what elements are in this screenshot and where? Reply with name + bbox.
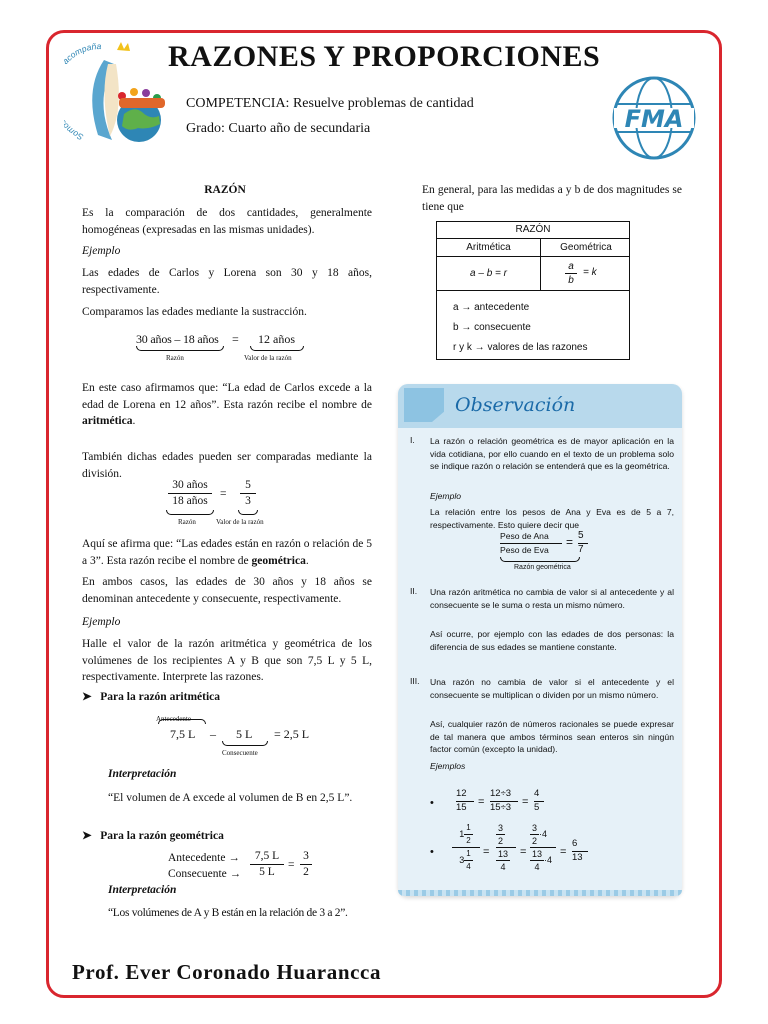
geom-equals: =	[288, 859, 295, 871]
geom-result-den: 2	[303, 866, 309, 878]
interp2-text: “Los volúmenes de A y B están en la relación de 3 a 2”.	[108, 907, 348, 919]
eq2-denominator: 18 años	[172, 495, 208, 507]
brace-antecedente	[158, 719, 206, 724]
eq2-result-den: 3	[245, 495, 251, 507]
ages-text: Las edades de Carlos y Lorena son 30 y 18 años, respectivamente.	[82, 267, 372, 296]
obs-i-equals: =	[566, 535, 574, 549]
competencia-line: COMPETENCIA: Resuelve problemas de cantidad	[186, 96, 474, 111]
obs-i-fraction	[500, 530, 562, 556]
geom-formula-fraction	[565, 260, 577, 287]
legend-valores: r y k → valores de las razones	[453, 342, 588, 353]
razon-table	[436, 221, 630, 360]
ex2-eq2: =	[520, 846, 527, 858]
arith-ante-label: Antecedente	[156, 715, 191, 723]
observacion-bottom-stripe	[398, 890, 682, 896]
obs-i-result	[578, 530, 588, 556]
division-text: También dichas edades pueden ser comparadas mediante la división.	[82, 451, 372, 480]
obs-iii-num: III.	[410, 676, 420, 686]
eq2-result	[240, 478, 256, 509]
arith-a: 7,5 L	[170, 727, 196, 741]
eq2-label-valor: Valor de la razón	[216, 518, 264, 526]
ex2-eq3: =	[560, 846, 567, 858]
geom-fraction	[250, 849, 284, 880]
eq1-left: 30 años – 18 años	[136, 332, 219, 346]
interp2-title: Interpretación	[108, 884, 177, 896]
arith-minus: –	[210, 727, 216, 741]
geom-title: ➤ Para la razón geométrica	[82, 830, 224, 842]
legend-antecedente: a → antecedente	[453, 302, 530, 313]
obs-i-example: La relación entre los pesos de Ana y Eva es de 5 a 7, respectivamente. Esto quiere decir que	[430, 507, 674, 530]
school-logo	[64, 40, 174, 150]
both-text: En ambos casos, las edades de 30 años y 18 años se denominan antecedente y consecuente, respectivamente.	[82, 576, 372, 605]
obs-i-ejemplo: Ejemplo	[430, 491, 462, 501]
bullet-1: •	[430, 797, 434, 809]
geom-formula-num: a	[565, 260, 577, 274]
observacion-tab-icon	[404, 388, 444, 422]
ejemplo-label-1: Ejemplo	[82, 245, 121, 257]
geom-num: 7,5 L	[250, 849, 284, 865]
interp1-text: “El volumen de A excede al volumen de B en 2,5 L”.	[108, 792, 353, 804]
obs-ii-text2: Así ocurre, por ejemplo con las edades de dos personas: la diferencia de sus edades se mantiene constante.	[430, 629, 674, 652]
eq1-label-valor: Valor de la razón	[244, 354, 292, 362]
obs-i-num-label: Peso de Ana	[500, 530, 562, 544]
problem-text: Halle el valor de la razón aritmética y geométrica de los volúmenes de los recipientes A y B que son 7,5 L y 5 L, respectivamente. Interprete las razones.	[82, 638, 372, 683]
obs-i-num: I.	[410, 435, 415, 445]
ex1-eq2: =	[522, 796, 529, 808]
ex1-f3: 4 5	[534, 788, 544, 814]
eq2-numerator: 30 años	[168, 478, 212, 494]
legend-consecuente: b → consecuente	[453, 322, 531, 333]
grado-line: Grado: Cuarto año de secundaria	[186, 121, 371, 136]
ex1-eq1: =	[478, 796, 485, 808]
bullet-2: •	[430, 846, 434, 858]
eq1-label-razon: Razón	[166, 354, 184, 362]
arith-cons-label: Consecuente	[222, 749, 258, 757]
ex2-eq1: =	[483, 846, 490, 858]
ex2-f2: $\frac{3}{2}$ $\frac{13}{4}$	[496, 822, 516, 873]
arith-title: ➤ Para la razón aritmética	[82, 691, 221, 703]
razon-legend	[453, 298, 588, 358]
razon-heading: RAZÓN	[204, 184, 246, 196]
arith-formula: a – b = r	[437, 257, 541, 290]
geom-formula-den: b	[568, 275, 574, 286]
ejemplo-label-2: Ejemplo	[82, 616, 121, 628]
geom-result-num: 3	[300, 849, 312, 865]
observacion-title: Observación	[455, 394, 576, 416]
page-title: RAZONES Y PROPORCIONES	[168, 40, 601, 73]
author-footer: Prof. Ever Coronado Huarancca	[72, 960, 382, 984]
arith-result: = 2,5 L	[274, 727, 310, 741]
obs-iii-ejemplos: Ejemplos	[430, 761, 466, 771]
fma-logo	[612, 76, 696, 160]
eq2-equals: =	[220, 488, 227, 500]
eq1-equals: =	[232, 332, 239, 346]
obs-i-den-label: Peso de Eva	[500, 544, 549, 555]
obs-iii-text2: Así, cualquier razón de números racionales se puede expresar de tal manera que ambos términos sean enteros sin ningún factor común (excepto la unidad).	[430, 719, 674, 754]
geom-den: 5 L	[259, 866, 275, 878]
obs-ii-text: Una razón aritmética no cambia de valor si al antecedente y al consecuente se le suma o resta un mismo número.	[430, 587, 674, 610]
eq1-right: 12 años	[258, 332, 295, 346]
fma-logo-text: FMA	[624, 105, 684, 133]
geom-ante: Antecedente →	[168, 852, 240, 864]
ex2-f3: $\frac{3}{2}$ ·4 $\frac{13}{4}$ ·4	[530, 822, 556, 873]
razon-table-colheads	[437, 239, 629, 257]
general-text: En general, para las medidas a y b de dos magnitudes se tiene que	[422, 184, 682, 213]
eq2-result-num: 5	[240, 478, 256, 494]
logo-left-text: Som compaña	[64, 40, 102, 143]
obs-i-result-num: 5	[578, 530, 588, 544]
case2-text: Aquí se afirma que: “Las edades están en razón o relación de 5 a 3”. Esta razón recibe el nombre de geométrica.	[82, 538, 372, 567]
case1-text: En este caso afirmamos que: “La edad de Carlos excede a la edad de Lorena en 12 años”. Esta razón recibe el nombre de aritmética.	[82, 382, 372, 427]
obs-iii-text: Una razón no cambia de valor si el antecedente y el consecuente se multiplican o dividen por un mismo número.	[430, 677, 674, 700]
arith-b: 5 L	[236, 727, 253, 741]
col-geometrica: Geométrica	[560, 242, 612, 253]
compare-text: Comparamos las edades mediante la sustracción.	[82, 306, 307, 318]
obs-i-text: La razón o relación geométrica es de mayor aplicación en la vida cotidiana, por ello cuando en el texto de un problema solo se indique razón o relación se entenderá que es la geométrica.	[430, 436, 674, 471]
razon-table-formulas	[437, 257, 629, 291]
ex1-f2: 12÷3 15÷3	[490, 788, 518, 814]
razon-definition: Es la comparación de dos cantidades, generalmente homogéneas (expresadas en las mismas unidades).	[82, 207, 372, 236]
geom-result	[300, 849, 312, 880]
col-aritmetica: Aritmética	[437, 239, 541, 256]
eq2-label-razon: Razón	[178, 518, 196, 526]
ex2-f1: 1 $\frac{1}{2}$ 3 $\frac{1}{4}$	[452, 822, 480, 873]
obs-i-brace-label: Razón geométrica	[514, 564, 571, 571]
interp1-title: Interpretación	[108, 768, 177, 780]
ex2-result: 6 13	[572, 838, 588, 864]
eq2-fraction	[168, 478, 212, 509]
ex1-f1: 12 15	[456, 788, 474, 814]
obs-i-result-den: 7	[578, 543, 584, 555]
geom-formula-eq: = k	[583, 267, 597, 278]
obs-ii-num: II.	[410, 586, 418, 596]
geom-cons: Consecuente →	[168, 868, 242, 880]
razon-table-header: RAZÓN	[437, 222, 629, 239]
